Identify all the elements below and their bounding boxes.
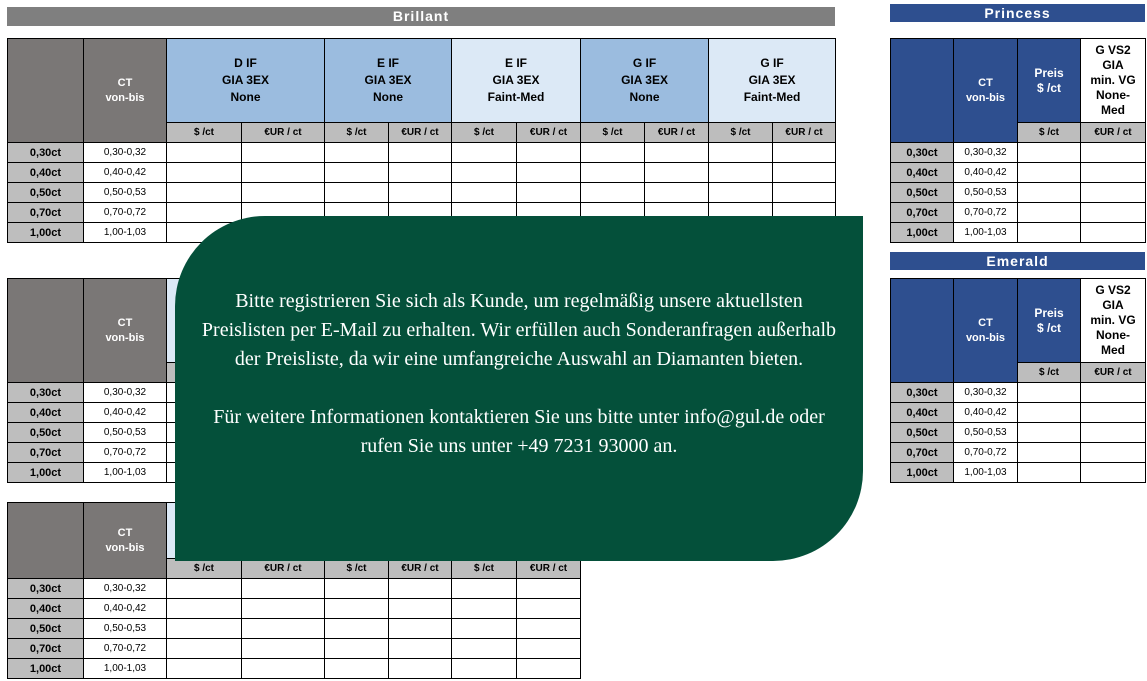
sub-header-usd: $ /ct — [581, 123, 645, 143]
column-title: D IF GIA 3EX None — [222, 56, 269, 104]
price-cell — [325, 163, 389, 183]
carat-label: 0,50ct — [8, 619, 84, 639]
price-cell — [167, 579, 242, 599]
price-cell — [167, 163, 242, 183]
column-title: G IF GIA 3EX Faint-Med — [743, 56, 801, 104]
sub-header-usd: $ /ct — [1018, 123, 1081, 143]
ct-header — [84, 39, 167, 143]
price-cell — [452, 163, 517, 183]
price-cell — [1018, 423, 1081, 443]
carat-range: 0,40-0,42 — [954, 163, 1018, 183]
price-cell — [325, 659, 389, 679]
carat-label: 0,40ct — [8, 403, 84, 423]
carat-label: 0,70ct — [891, 203, 954, 223]
carat-range: 0,30-0,32 — [84, 579, 167, 599]
price-cell — [167, 639, 242, 659]
corner-cell — [891, 39, 954, 143]
notice-paragraph-2: Für weitere Informationen kontaktieren Sie uns bitte unter info@gul.de oder rufen Sie uns unter +49 7231 93000 an. — [213, 406, 825, 457]
carat-label: 1,00ct — [8, 659, 84, 679]
column-header-e-if-faint-med — [452, 39, 581, 123]
price-cell — [709, 143, 773, 163]
price-cell — [325, 579, 389, 599]
price-cell — [645, 163, 709, 183]
carat-range: 0,70-0,72 — [84, 443, 167, 463]
table-row — [8, 639, 581, 659]
carat-range: 0,40-0,42 — [84, 403, 167, 423]
carat-range: 0,30-0,32 — [84, 383, 167, 403]
price-cell — [242, 183, 325, 203]
table-row — [891, 423, 1146, 443]
price-cell — [1081, 403, 1146, 423]
sub-header-usd: $ /ct — [167, 123, 242, 143]
price-cell — [1018, 463, 1081, 483]
table-row — [8, 599, 581, 619]
carat-range: 0,70-0,72 — [954, 443, 1018, 463]
sub-header-usd: $ /ct — [709, 123, 773, 143]
price-cell — [709, 183, 773, 203]
sub-header-usd: $ /ct — [325, 123, 389, 143]
price-cell — [389, 163, 452, 183]
price-cell — [517, 619, 581, 639]
price-cell — [389, 619, 452, 639]
price-cell — [773, 143, 836, 163]
brillant-title: Brillant — [392, 8, 450, 24]
sub-header-eur: €UR / ct — [517, 123, 581, 143]
price-cell — [242, 579, 325, 599]
emerald-title: Emerald — [986, 253, 1049, 269]
price-cell — [581, 143, 645, 163]
ct-header-text: CT von-bis — [965, 316, 1006, 344]
table-row — [891, 443, 1146, 463]
carat-range: 0,70-0,72 — [954, 203, 1018, 223]
sub-header-eur: €UR / ct — [645, 123, 709, 143]
sub-header-usd: $ /ct — [167, 559, 242, 579]
table-row — [8, 143, 836, 163]
sub-header-usd: $ /ct — [325, 559, 389, 579]
sub-header-eur: €UR / ct — [517, 559, 581, 579]
grade-header-text: G VS2 GIA min. VG None- Med — [1090, 283, 1136, 357]
price-cell — [1081, 443, 1146, 463]
carat-label: 0,70ct — [891, 443, 954, 463]
price-cell — [645, 143, 709, 163]
rows — [8, 579, 581, 679]
price-cell — [1081, 383, 1146, 403]
corner-cell — [8, 503, 84, 579]
price-cell — [517, 183, 581, 203]
price-cell — [1018, 203, 1081, 223]
price-cell — [1081, 423, 1146, 443]
grade-header — [1081, 39, 1146, 123]
sub-header-eur: €UR / ct — [1081, 123, 1146, 143]
price-cell — [452, 619, 517, 639]
carat-label: 0,40ct — [891, 403, 954, 423]
preis-header-text: Preis $ /ct — [1034, 65, 1064, 95]
price-cell — [167, 659, 242, 679]
price-cell — [1018, 163, 1081, 183]
column-header-g-if-faint-med — [709, 39, 836, 123]
price-cell — [1081, 203, 1146, 223]
column-title: E IF GIA 3EX Faint-Med — [487, 56, 545, 104]
preis-header — [1018, 39, 1081, 123]
price-cell — [1081, 463, 1146, 483]
carat-label: 0,70ct — [8, 443, 84, 463]
price-cell — [389, 143, 452, 163]
price-cell — [517, 659, 581, 679]
grade-header-text: G VS2 GIA min. VG None- Med — [1090, 43, 1136, 117]
price-cell — [167, 183, 242, 203]
price-cell — [242, 599, 325, 619]
table-row — [891, 143, 1146, 163]
price-cell — [1081, 183, 1146, 203]
brillant-banner — [7, 7, 835, 26]
column-header-e-if-none — [325, 39, 452, 123]
price-cell — [167, 599, 242, 619]
carat-range: 0,50-0,53 — [84, 423, 167, 443]
rows — [891, 383, 1146, 483]
sub-header-usd: $ /ct — [452, 123, 517, 143]
carat-label: 0,40ct — [891, 163, 954, 183]
preis-header — [1018, 279, 1081, 363]
sub-header-usd: $ /ct — [452, 559, 517, 579]
carat-label: 0,30ct — [891, 383, 954, 403]
price-cell — [389, 659, 452, 679]
notice-paragraph-1: Bitte registrieren Sie sich als Kunde, um regelmäßig unsere aktuellsten Preislisten per E-Mail zu erhalten. Wir erfüllen auch Sonderanfragen außerhalb der Preisliste, da wir eine umfangreiche Auswahl an Diamanten bieten. — [201, 290, 837, 370]
table-row — [8, 659, 581, 679]
price-cell — [1018, 443, 1081, 463]
price-cell — [1018, 383, 1081, 403]
ct-header — [84, 279, 167, 383]
carat-range: 0,50-0,53 — [954, 423, 1018, 443]
price-cell — [167, 143, 242, 163]
price-cell — [517, 639, 581, 659]
price-cell — [517, 143, 581, 163]
carat-label: 0,70ct — [8, 203, 84, 223]
price-cell — [1081, 143, 1146, 163]
carat-label: 0,30ct — [8, 579, 84, 599]
ct-header — [954, 279, 1018, 383]
price-cell — [709, 163, 773, 183]
sub-header-eur: €UR / ct — [242, 559, 325, 579]
corner-cell — [8, 279, 84, 383]
table-row — [891, 383, 1146, 403]
carat-label: 1,00ct — [891, 463, 954, 483]
price-cell — [325, 619, 389, 639]
carat-range: 0,40-0,42 — [84, 599, 167, 619]
sub-header-eur: €UR / ct — [389, 123, 452, 143]
price-cell — [581, 163, 645, 183]
price-cell — [452, 183, 517, 203]
price-cell — [1081, 223, 1146, 243]
emerald-banner — [890, 252, 1145, 270]
price-cell — [452, 599, 517, 619]
carat-range: 0,70-0,72 — [84, 203, 167, 223]
carat-label: 0,50ct — [8, 423, 84, 443]
price-cell — [452, 143, 517, 163]
carat-label: 1,00ct — [8, 223, 84, 243]
carat-range: 0,30-0,32 — [954, 383, 1018, 403]
price-cell — [242, 639, 325, 659]
price-cell — [167, 203, 242, 223]
price-cell — [325, 639, 389, 659]
price-cell — [773, 163, 836, 183]
price-cell — [645, 183, 709, 203]
table-row — [891, 183, 1146, 203]
price-cell — [242, 163, 325, 183]
price-cell — [1081, 163, 1146, 183]
princess-title: Princess — [984, 5, 1051, 21]
price-cell — [517, 163, 581, 183]
carat-label: 0,30ct — [8, 143, 84, 163]
carat-range: 0,30-0,32 — [954, 143, 1018, 163]
price-cell — [325, 599, 389, 619]
price-cell — [452, 579, 517, 599]
ct-header — [84, 503, 167, 579]
ct-header-text: CT von-bis — [965, 76, 1006, 104]
price-cell — [325, 143, 389, 163]
carat-label: 1,00ct — [8, 463, 84, 483]
carat-label: 0,50ct — [8, 183, 84, 203]
grade-header — [1081, 279, 1146, 363]
carat-range: 0,70-0,72 — [84, 639, 167, 659]
carat-label: 1,00ct — [891, 223, 954, 243]
sub-header-eur: €UR / ct — [773, 123, 836, 143]
carat-range: 0,40-0,42 — [954, 403, 1018, 423]
princess-price-table — [890, 38, 1146, 243]
table-row — [8, 163, 836, 183]
carat-label: 0,30ct — [8, 383, 84, 403]
carat-range: 0,50-0,53 — [84, 619, 167, 639]
carat-label: 0,40ct — [8, 599, 84, 619]
table-row — [891, 203, 1146, 223]
sub-header-eur: €UR / ct — [389, 559, 452, 579]
corner-cell — [891, 279, 954, 383]
table-row — [891, 403, 1146, 423]
carat-range: 1,00-1,03 — [954, 223, 1018, 243]
price-cell — [1018, 223, 1081, 243]
princess-banner — [890, 4, 1145, 22]
price-cell — [389, 599, 452, 619]
table-row — [8, 619, 581, 639]
sub-header-usd: $ /ct — [1018, 363, 1081, 383]
price-cell — [581, 183, 645, 203]
column-title: E IF GIA 3EX None — [364, 56, 412, 104]
carat-range: 0,50-0,53 — [954, 183, 1018, 203]
ct-header — [954, 39, 1018, 143]
column-header-d-if-none — [167, 39, 325, 123]
carat-range: 0,50-0,53 — [84, 183, 167, 203]
carat-label: 0,40ct — [8, 163, 84, 183]
preis-header-text: Preis $ /ct — [1034, 305, 1064, 335]
price-cell — [389, 183, 452, 203]
price-cell — [167, 619, 242, 639]
price-cell — [452, 639, 517, 659]
sub-header-eur: €UR / ct — [1081, 363, 1146, 383]
brillant-price-table-1 — [7, 38, 836, 243]
carat-label: 0,50ct — [891, 423, 954, 443]
carat-range: 0,30-0,32 — [84, 143, 167, 163]
carat-label: 0,70ct — [8, 639, 84, 659]
price-cell — [773, 183, 836, 203]
registration-notice-overlay — [175, 216, 863, 561]
carat-range: 1,00-1,03 — [84, 463, 167, 483]
price-cell — [1018, 143, 1081, 163]
column-header-g-if-none — [581, 39, 709, 123]
table-row — [891, 223, 1146, 243]
table-row — [8, 579, 581, 599]
price-cell — [1018, 403, 1081, 423]
carat-range: 1,00-1,03 — [84, 659, 167, 679]
price-cell — [389, 579, 452, 599]
ct-header-text: CT von-bis — [105, 316, 145, 344]
price-cell — [452, 659, 517, 679]
rows — [891, 143, 1146, 243]
price-cell — [242, 659, 325, 679]
column-title: G IF GIA 3EX None — [621, 56, 668, 104]
carat-range: 1,00-1,03 — [84, 223, 167, 243]
emerald-price-table — [890, 278, 1146, 483]
price-cell — [242, 143, 325, 163]
ct-header-text: CT von-bis — [105, 526, 145, 554]
table-row — [891, 163, 1146, 183]
ct-header-text: CT von-bis — [105, 76, 145, 104]
table-row — [8, 183, 836, 203]
price-cell — [1018, 183, 1081, 203]
carat-range: 0,40-0,42 — [84, 163, 167, 183]
sub-header-eur: €UR / ct — [242, 123, 325, 143]
price-cell — [325, 183, 389, 203]
price-cell — [389, 639, 452, 659]
price-cell — [517, 599, 581, 619]
table-row — [891, 463, 1146, 483]
price-cell — [517, 579, 581, 599]
carat-label: 0,30ct — [891, 143, 954, 163]
carat-range: 1,00-1,03 — [954, 463, 1018, 483]
price-cell — [242, 619, 325, 639]
corner-cell — [8, 39, 84, 143]
carat-label: 0,50ct — [891, 183, 954, 203]
